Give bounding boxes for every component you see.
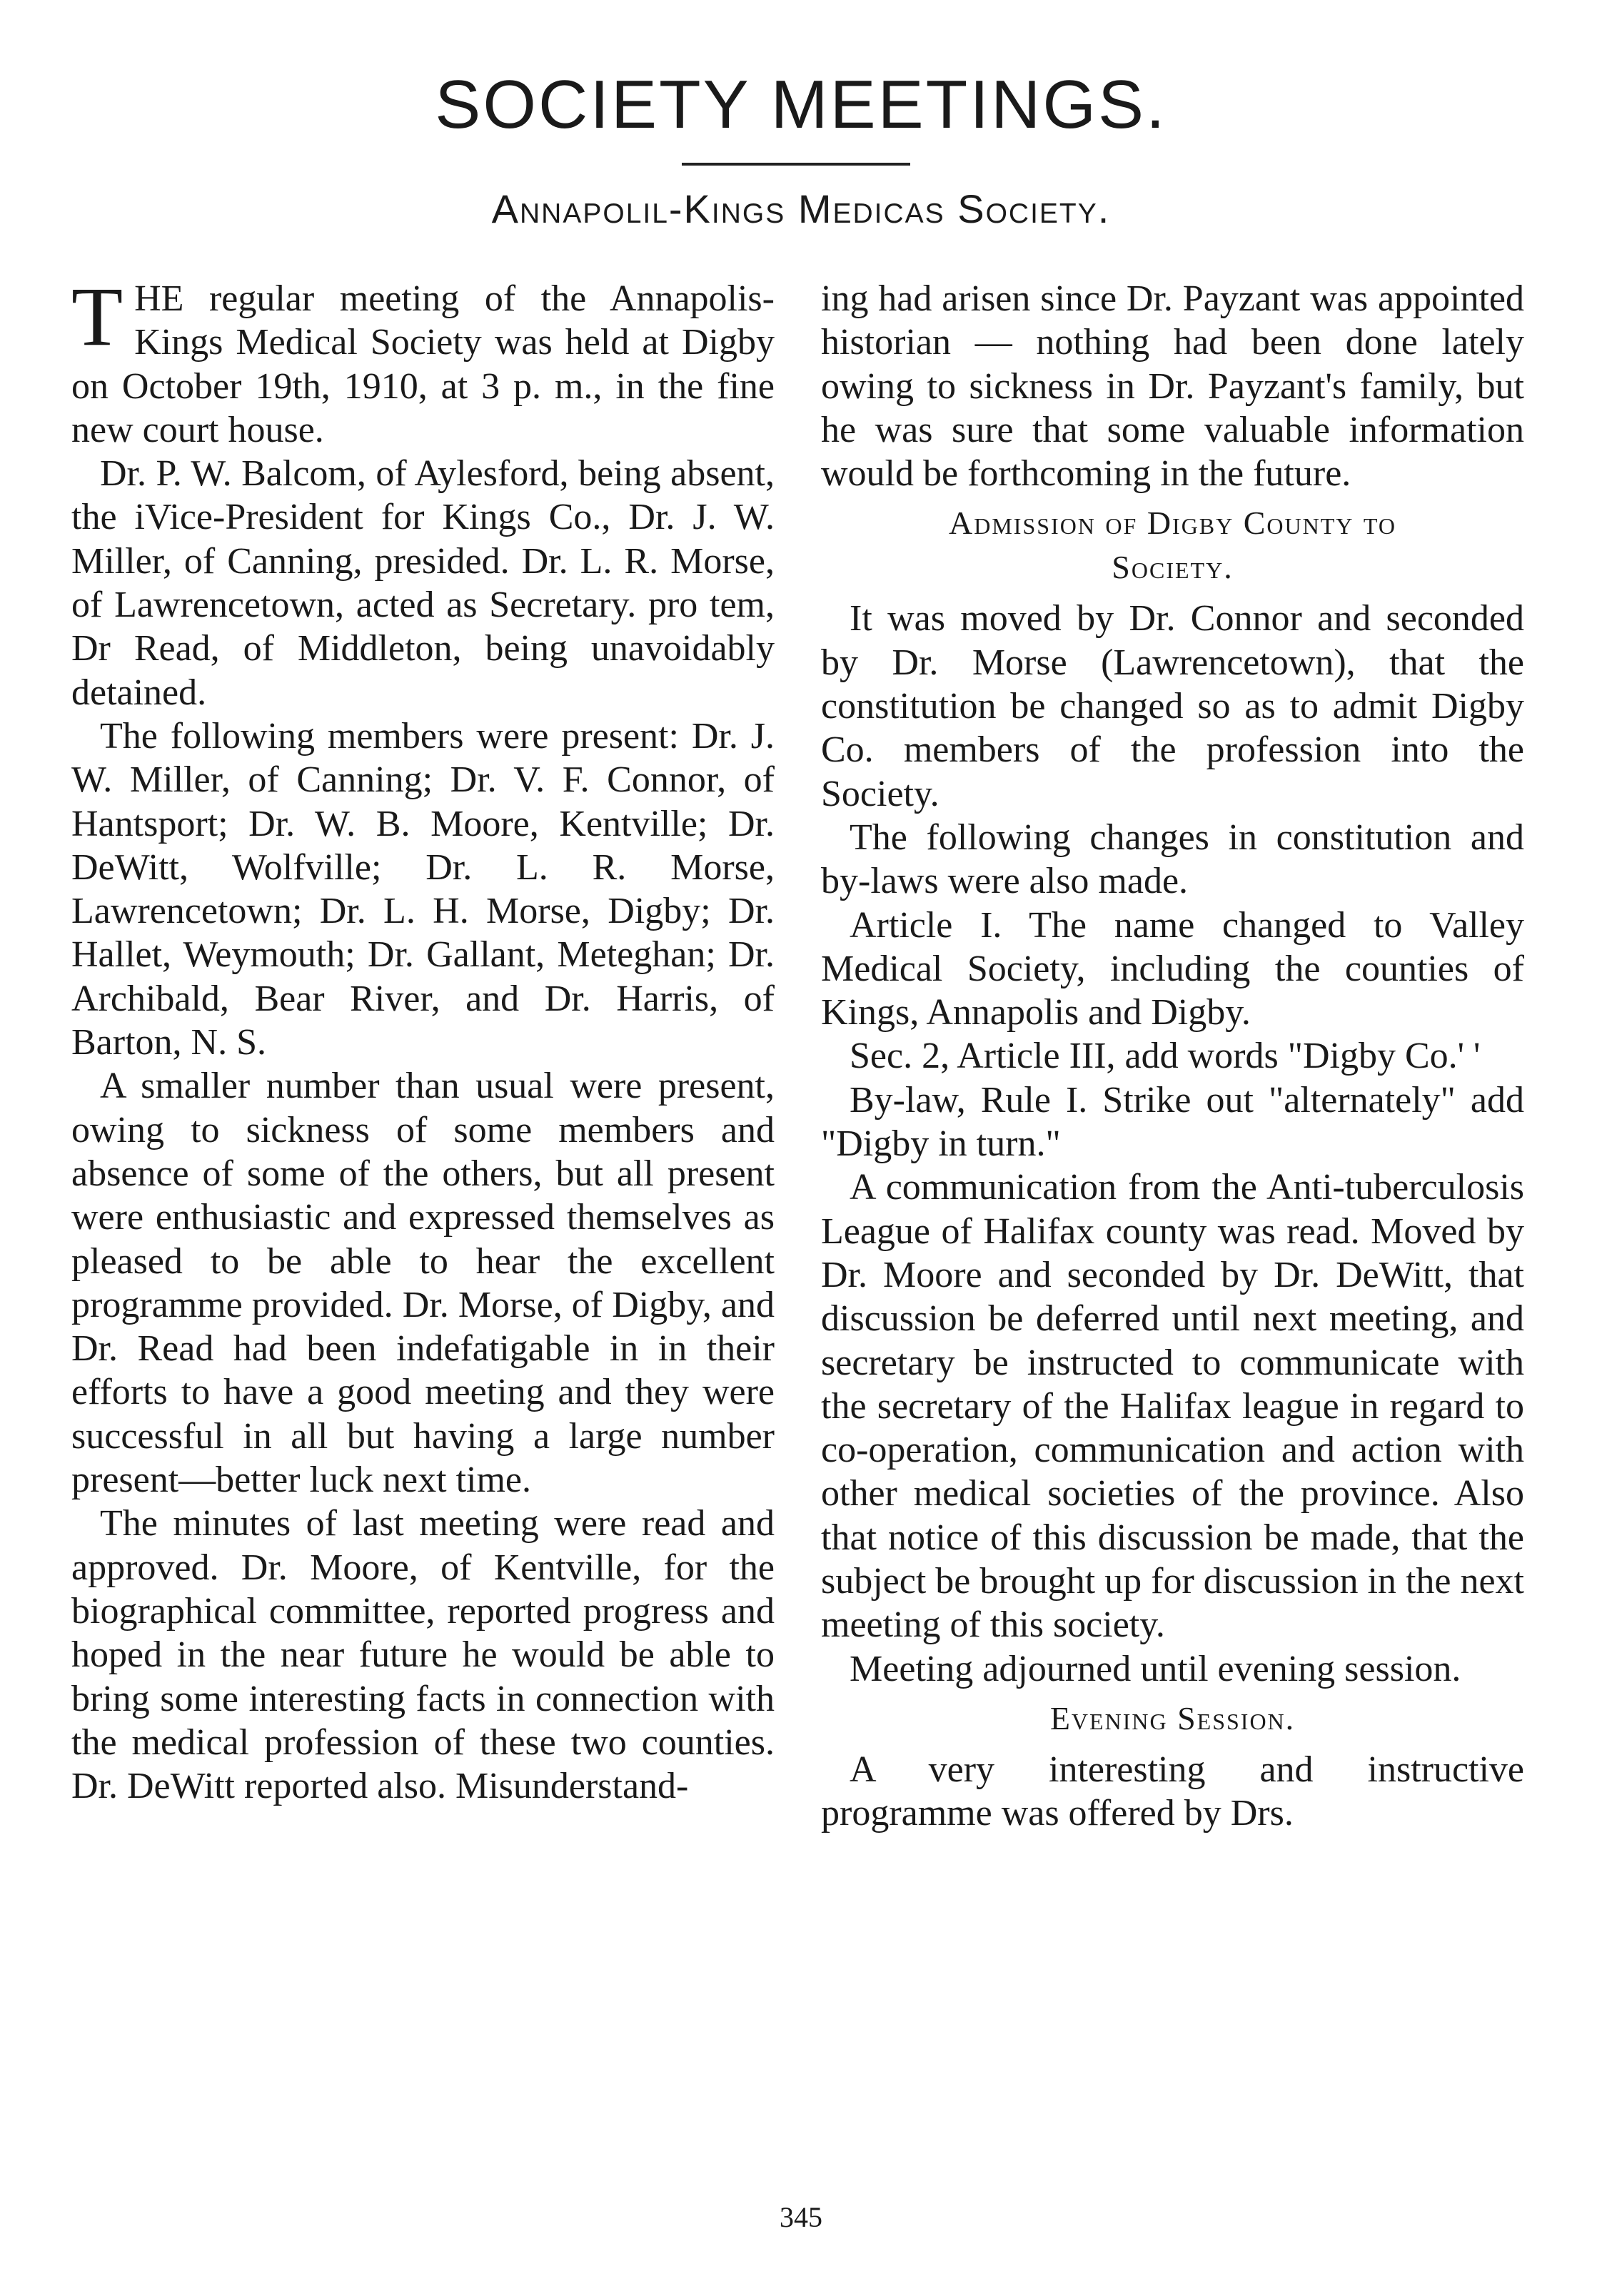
- paragraph: The minutes of last meeting were read and approved. Dr. Moore, of Kentville, for the biographical committee, reported progress and hoped in the near future he would be able to bring some interesting facts in connection with the medical profession of these two counties. Dr. DeWitt reported also. Misunderstand-: [71, 1503, 775, 1807]
- paragraph: A communication from the Anti-tuberculosis League of Halifax county was read. Moved by Dr. Moore and seconded by Dr. DeWitt, that discussion be deferred until next meeting, and secretary be instructed to communicate with the secretary of the Halifax league in regard to co-operation, communication and action with other medical societies of the province. Also that notice of this discussion be made, that the subject be brought up for discussion in the next meeting of this society.: [821, 1167, 1524, 1646]
- paragraph-text: HE regular meeting of the Annapolis-Kings Medical Society was held at Digby on October 19th, 1910, at 3 p. m., in the fine new court house.: [71, 278, 775, 450]
- paragraph: The following members were present: Dr. J. W. Miller, of Canning; Dr. V. F. Connor, of Hantsport; Dr. W. B. Moore, Kentville; Dr. DeWitt, Wolfville; Dr. L. R. Morse, Lawrencetown; Dr. L. H. Morse, Digby; Dr. Hallet, Weymouth; Dr. Gallant, Meteghan; Dr. Archibald, Bear River, and Dr. Harris, of Barton, N. S.: [71, 715, 775, 1063]
- page-number: 345: [780, 2201, 822, 2233]
- paragraph: Article I. The name changed to Valley Medical Society, including the counties of Kings, Annapolis and Digby.: [821, 904, 1524, 1033]
- heading-line: Admission of Digby County to: [949, 505, 1396, 542]
- paragraph: A very interesting and instructive programme was offered by Drs.: [821, 1749, 1524, 1834]
- paragraph: The following changes in constitution and by-laws were also made.: [821, 816, 1524, 902]
- left-column: [71, 270, 775, 1808]
- paragraph: It was moved by Dr. Connor and seconded by Dr. Morse (Lawrencetown), that the constitution be changed so as to admit Digby Co. members of the profession into the Society.: [821, 598, 1524, 814]
- paragraph: Dr. P. W. Balcom, of Aylesford, being absent, the iVice-President for Kings Co., Dr. J. W. Miller, of Canning, presided. Dr. L. R. Morse, of Lawrencetown, acted as Secretary. pro tem, Dr Read, of Middleton, being unavoidably detained.: [71, 453, 775, 713]
- paragraph: By-law, Rule I. Strike out "alternately" add "Digby in turn.": [821, 1079, 1524, 1165]
- section-heading-evening: Evening Session.: [1049, 1699, 1296, 1736]
- paragraph: ing had arisen since Dr. Payzant was appointed historian — nothing had been done lately owing to sickness in Dr. Payzant's family, but he was sure that some valuable information would be forthcoming in the future.: [821, 278, 1524, 495]
- section-subtitle: Annapolil-Kings Medicas Society.: [491, 186, 1111, 231]
- page-title: SOCIETY MEETINGS.: [435, 66, 1167, 143]
- right-column: [821, 277, 1524, 1836]
- paragraph: Meeting adjourned until evening session.: [850, 1648, 1461, 1689]
- drop-cap: T: [71, 270, 124, 363]
- heading-line: Society.: [1112, 549, 1234, 586]
- paragraph: A smaller number than usual were present, owing to sickness of some members and absence of some of the others, but all present were enthusiastic and expressed themselves as pleased to be able to hear the excellent programme provided. Dr. Morse, of Digby, and Dr. Read had been indefatigable in in their efforts to have a good meeting and they were successful in all but having a large number present—better luck next time.: [71, 1066, 775, 1501]
- section-heading-admission: [821, 501, 1524, 590]
- opening-paragraph: [71, 270, 775, 452]
- paragraph: Sec. 2, Article III, add words "Digby Co.' ': [850, 1036, 1481, 1077]
- title-divider: [682, 163, 910, 166]
